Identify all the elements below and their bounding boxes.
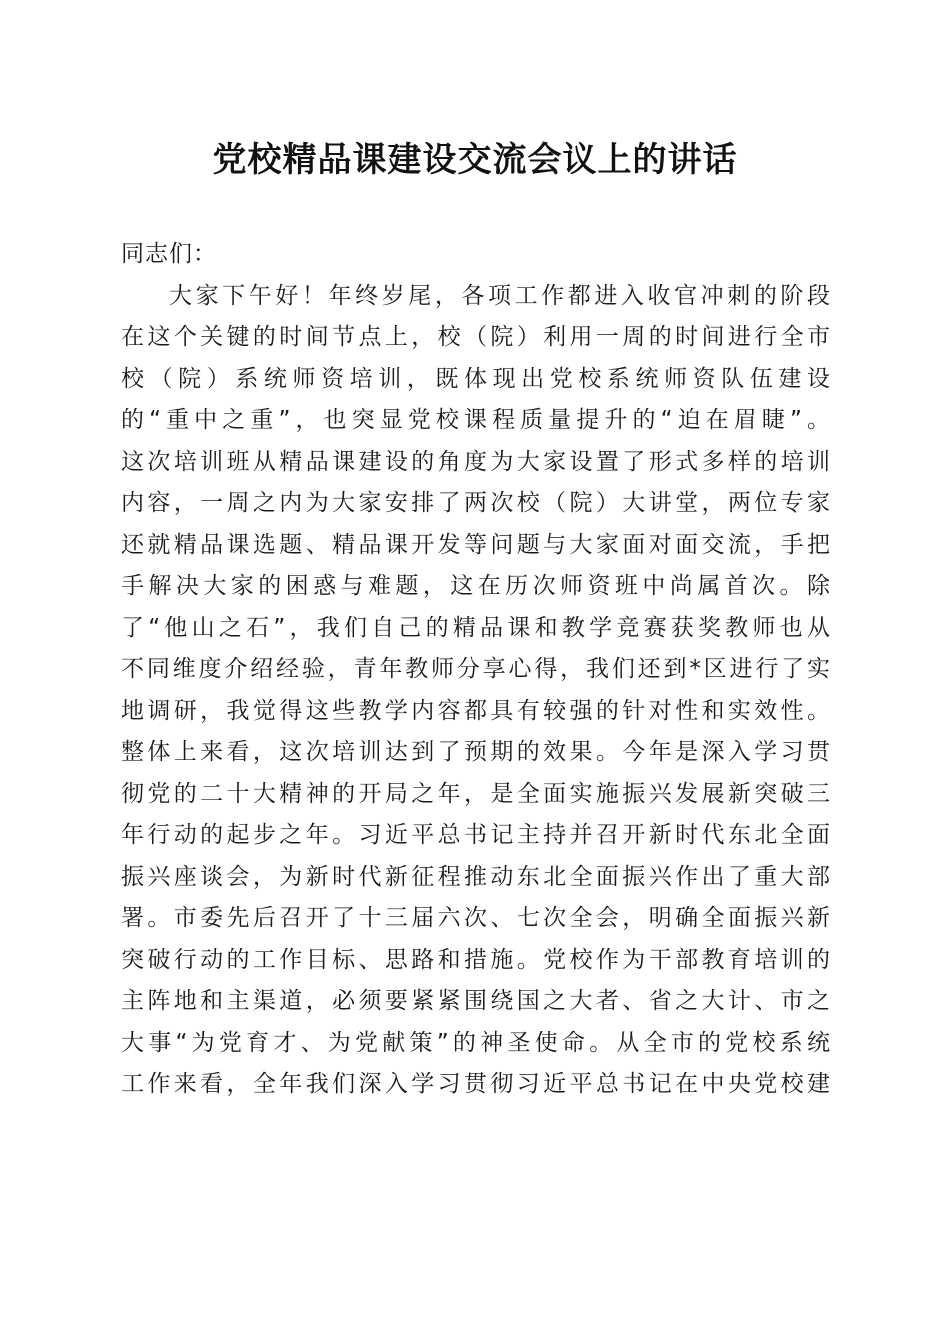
paragraph-line: 还就精品课选题、精品课开发等问题与大家面对面交流，手把 — [121, 531, 831, 558]
paragraph-line: 主阵地和主渠道，必须要紧紧围绕国之大者、省之大计、市之 — [121, 988, 831, 1014]
paragraph-line: 内容，一周之内为大家安排了两次校（院）大讲堂，两位专家 — [121, 490, 831, 516]
paragraph-line: 年行动的起步之年。习近平总书记主持并召开新时代东北全面 — [121, 822, 831, 848]
paragraph-line: 署。市委先后召开了十三届六次、七次全会，明确全面振兴新 — [121, 905, 831, 931]
paragraph-line: 不同维度介绍经验，青年教师分享心得，我们还到*区进行了实 — [121, 656, 831, 682]
paragraph-line: 了“他山之石”，我们自己的精品课和教学竞赛获奖教师也从 — [121, 614, 831, 641]
paragraph-line: 彻党的二十大精神的开局之年，是全面实施振兴发展新突破三 — [121, 780, 831, 807]
paragraph-line: 大家下午好！年终岁尾，各项工作都进入收官冲刺的阶段 — [169, 282, 831, 309]
paragraph-line: 的“重中之重”，也突显党校课程质量提升的“迫在眉睫”。 — [121, 407, 831, 433]
paragraph-line: 手解决大家的困惑与难题，这在历次师资班中尚属首次。除 — [121, 573, 831, 599]
paragraph-line: 突破行动的工作目标、思路和措施。党校作为干部教育培训的 — [121, 946, 831, 973]
paragraph-line: 振兴座谈会，为新时代新征程推动东北全面振兴作出了重大部 — [121, 863, 831, 890]
document-body — [121, 234, 831, 1106]
salutation: 同志们： — [121, 241, 217, 267]
paragraph-line: 在这个关键的时间节点上，校（院）利用一周的时间进行全市 — [121, 324, 831, 350]
paragraph-line: 大事“为党育才、为党献策”的神圣使命。从全市的党校系统 — [121, 1029, 831, 1056]
paragraph-line: 地调研，我觉得这些教学内容都具有较强的针对性和实效性。 — [121, 697, 831, 724]
paragraph-line: 校（院）系统师资培训，既体现出党校系统师资队伍建设 — [121, 365, 831, 392]
document-title: 党校精品课建设交流会议上的讲话 — [212, 140, 738, 180]
paragraph-line: 这次培训班从精品课建设的角度为大家设置了形式多样的培训 — [121, 448, 831, 475]
paragraph-line: 整体上来看，这次培训达到了预期的效果。今年是深入学习贯 — [121, 739, 831, 765]
paragraph-line: 工作来看，全年我们深入学习贯彻习近平总书记在中央党校建 — [121, 1071, 831, 1097]
